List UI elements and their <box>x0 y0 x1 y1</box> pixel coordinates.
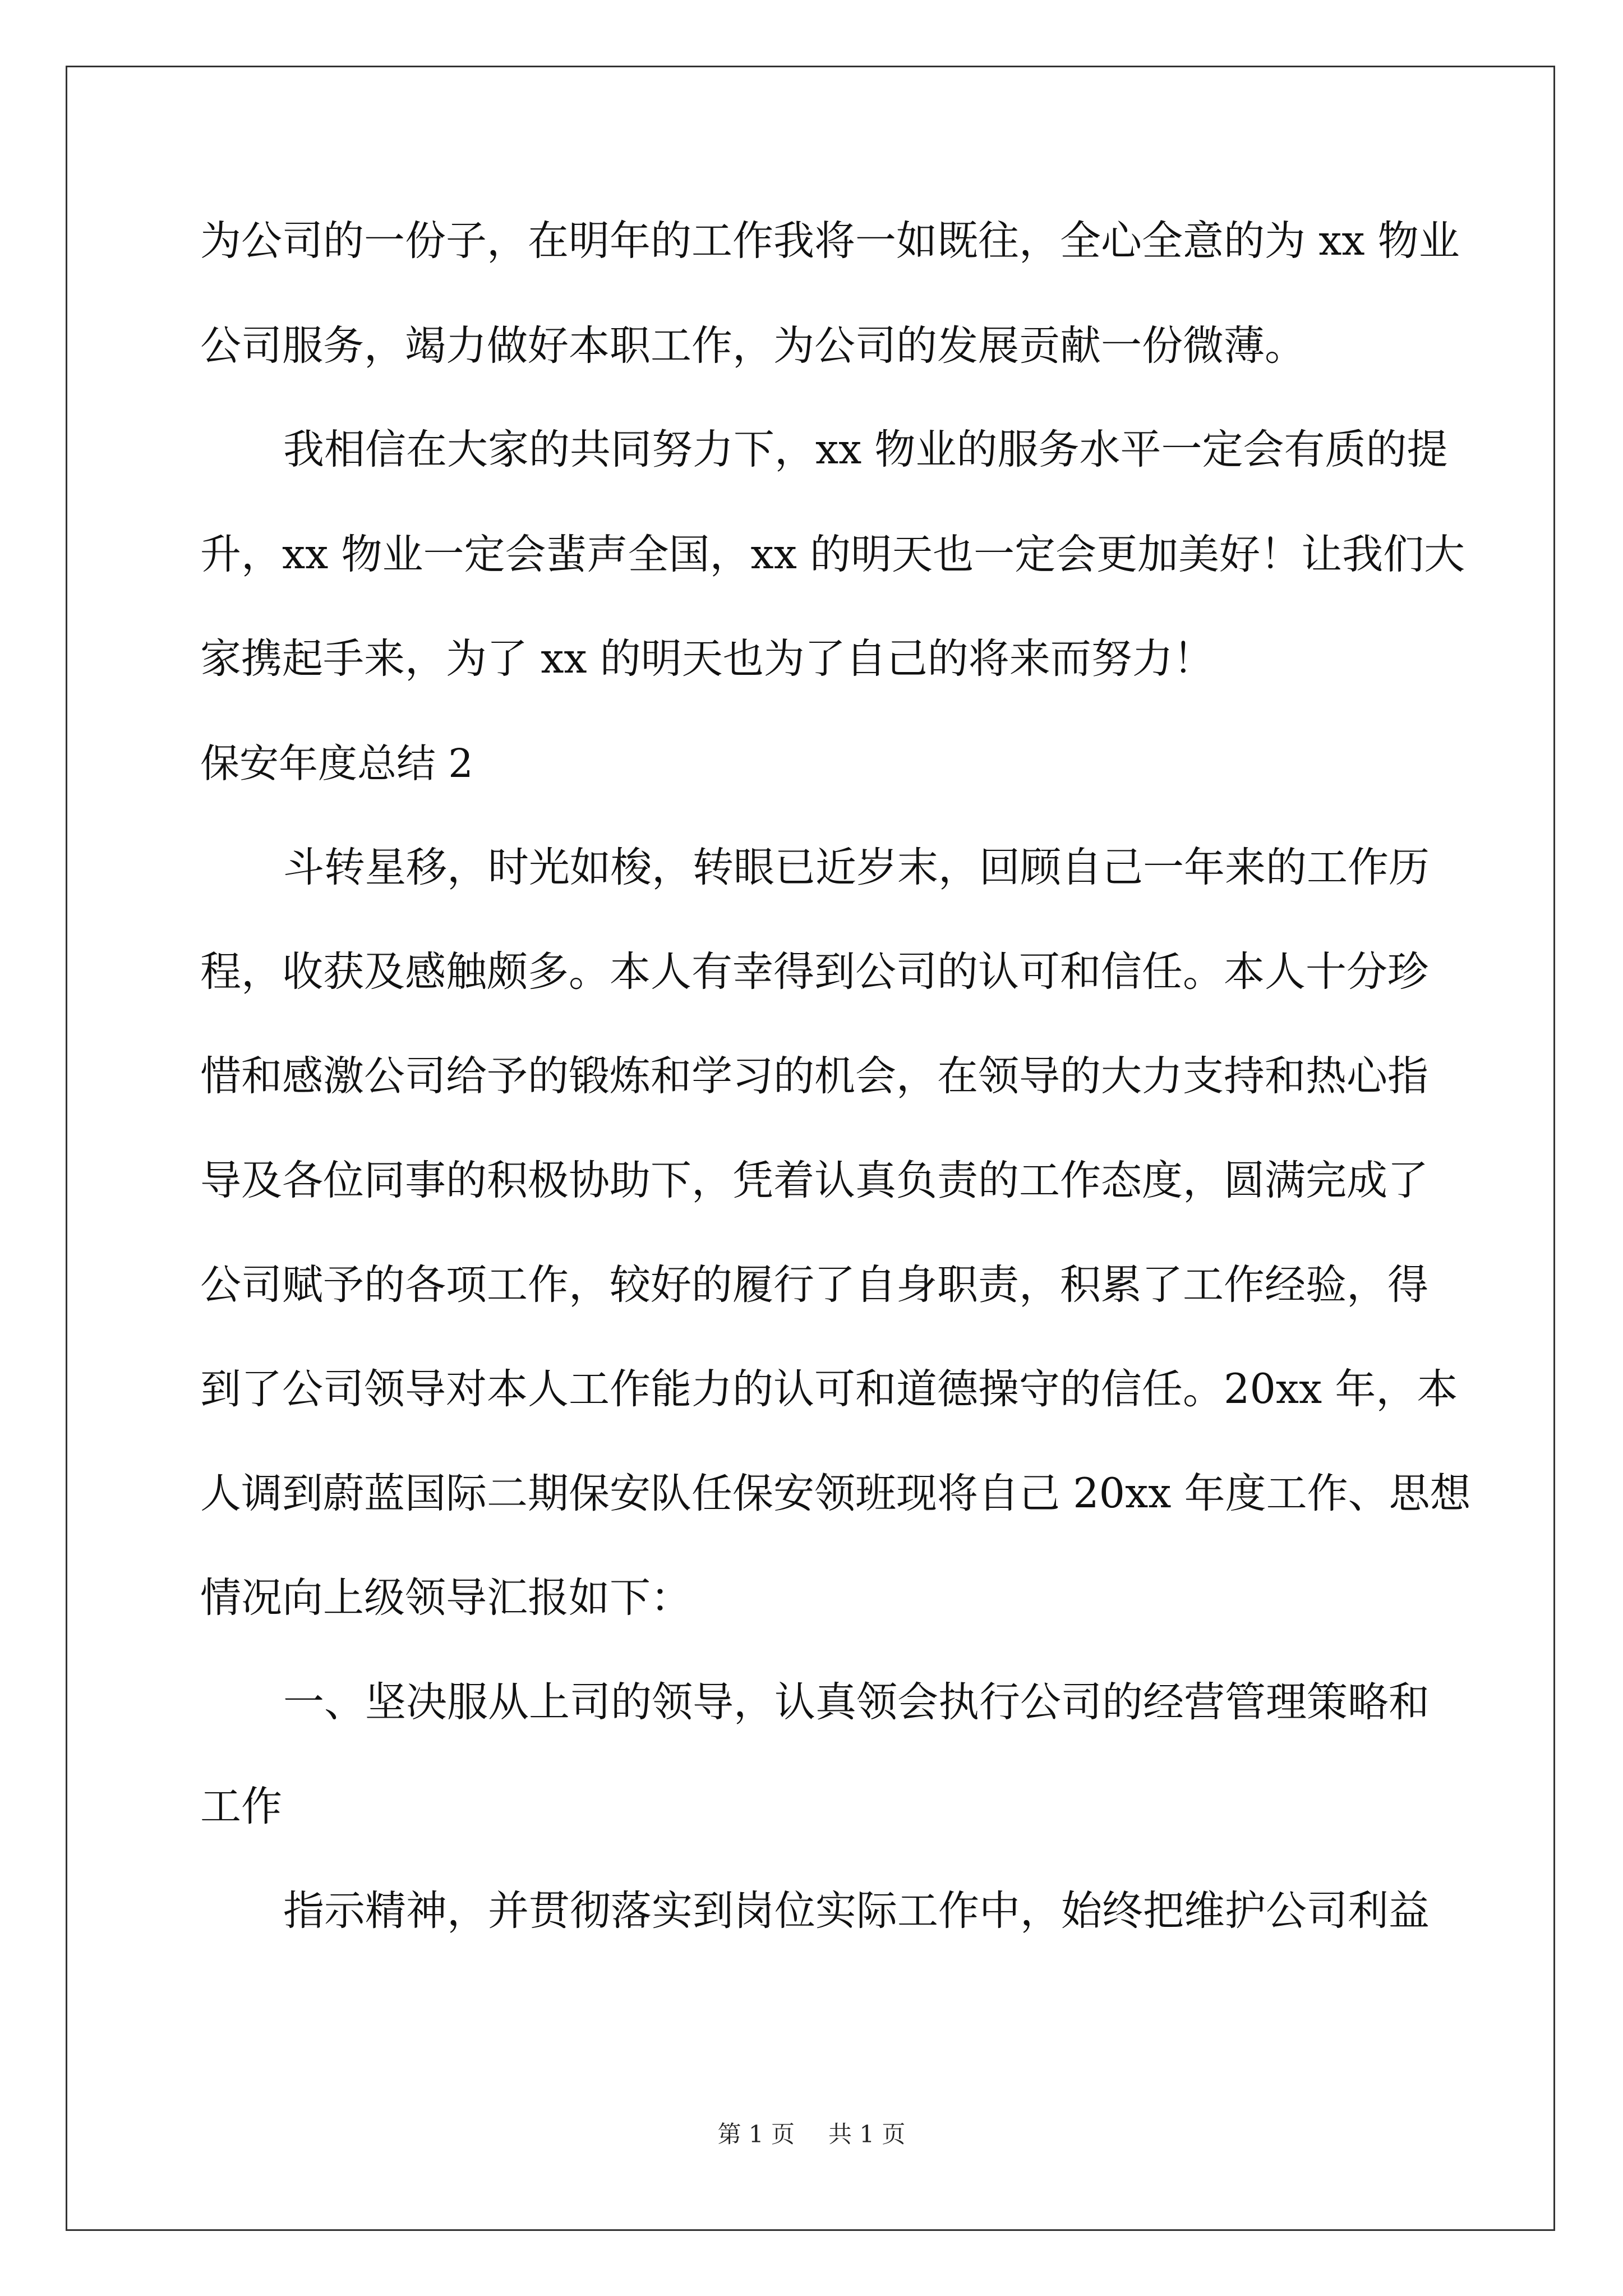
page-number: 第 1 页 <box>717 2120 795 2148</box>
text-line: 情况向上级领导汇报如下： <box>200 1574 691 1622</box>
text-line: 我相信在大家的共同努力下，xx 物业的服务水平一定会有质的提 <box>283 426 1448 473</box>
text-line: 工作 <box>200 1783 282 1830</box>
text-line: 一、坚决服从上司的领导，认真领会执行公司的经营管理策略和 <box>283 1678 1430 1726</box>
text-line: 为公司的一份子，在明年的工作我将一如既往，全心全意的为 xx 物业 <box>200 217 1460 265</box>
page-footer <box>0 2118 1623 2151</box>
text-line: 指示精神，并贯彻落实到岗位实际工作中，始终把维护公司利益 <box>283 1887 1430 1935</box>
text-line: 惜和感激公司给予的锻炼和学习的机会，在领导的大力支持和热心指 <box>200 1052 1428 1100</box>
text-line: 公司服务，竭力做好本职工作，为公司的发展贡献一份微薄。 <box>200 322 1306 370</box>
text-line: 导及各位同事的积极协助下，凭着认真负责的工作态度，圆满完成了 <box>200 1157 1428 1204</box>
text-line: 升，xx 物业一定会蜚声全国，xx 的明天也一定会更加美好！让我们大 <box>200 531 1465 578</box>
section-heading: 保安年度总结 2 <box>200 740 473 786</box>
text-line: 公司赋予的各项工作，较好的履行了自身职责，积累了工作经验，得 <box>200 1261 1428 1309</box>
text-line: 人调到蔚蓝国际二期保安队任保安领班现将自己 20xx 年度工作、思想 <box>200 1470 1471 1517</box>
page-total: 共 1 页 <box>828 2120 906 2148</box>
text-line: 程，收获及感触颇多。本人有幸得到公司的认可和信任。本人十分珍 <box>200 948 1428 996</box>
text-line: 斗转星移，时光如梭，转眼已近岁末，回顾自己一年来的工作历 <box>283 844 1430 891</box>
text-line: 家携起手来，为了 xx 的明天也为了自己的将来而努力！ <box>200 635 1214 683</box>
text-line: 到了公司领导对本人工作能力的认可和道德操守的信任。20xx 年，本 <box>200 1365 1458 1413</box>
